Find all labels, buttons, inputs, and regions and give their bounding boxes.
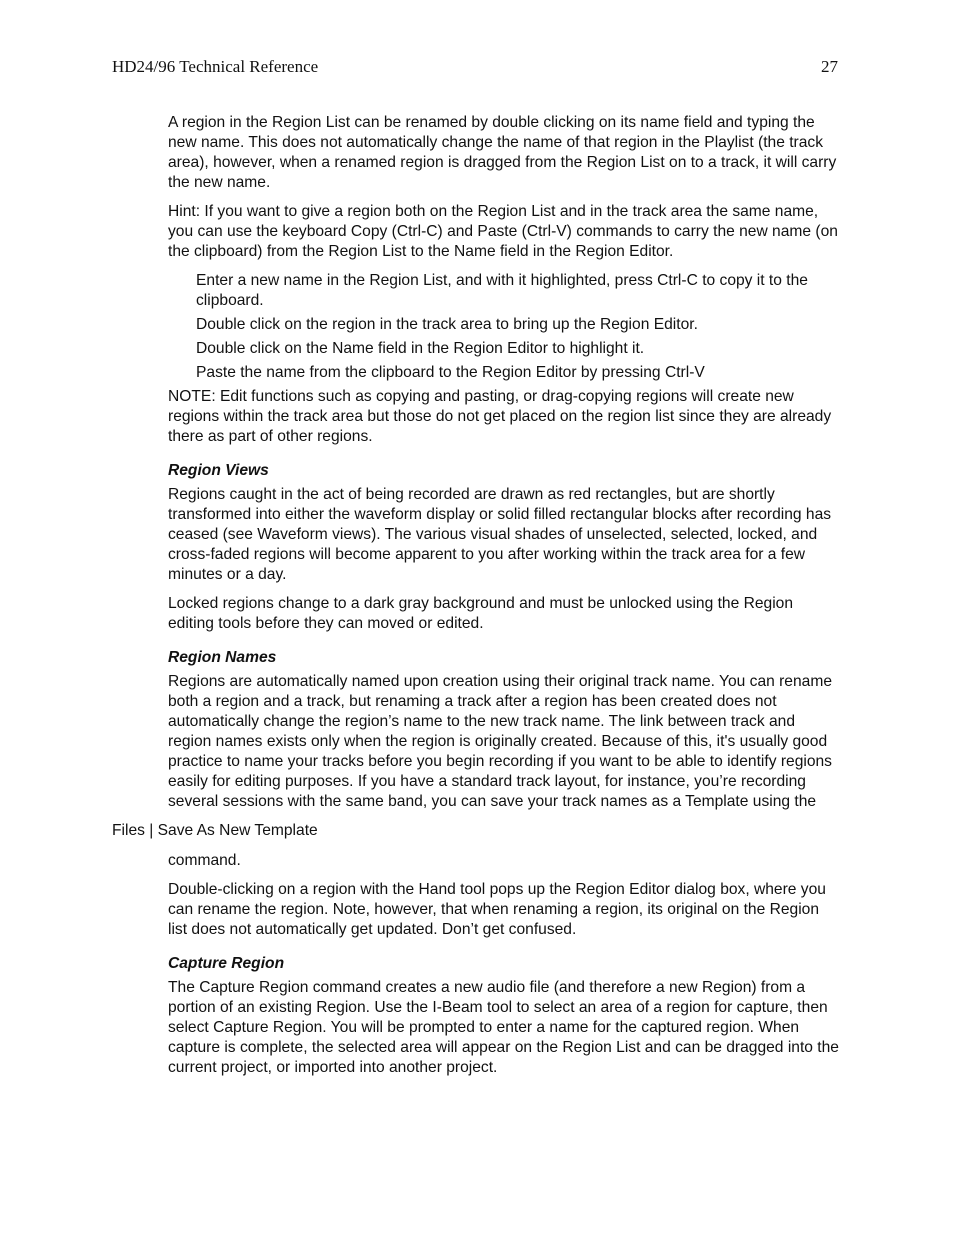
paragraph-rename-region: A region in the Region List can be renamed by double clicking on its name field and typing the new name. This does not automatically change the name of that region in the Playlist (the track area), however, when a renamed region is dragged from the Region List on to a track, it will carry the new name. <box>168 114 837 191</box>
heading-region-views: Region Views <box>168 462 269 479</box>
paragraph-capture-region: The Capture Region command creates a new audio file (and therefore a new Region) from a portion of an existing Region. Use the I-Beam tool to select an area of a region for capture, then select Capture Region. You will be prompted to enter a name for the captured region. When capture is complete, the selected area will appear on the Region List and can be dragged into the current project, or imported into another project. <box>168 979 839 1076</box>
paragraph-region-views-1: Regions caught in the act of being recorded are drawn as red rectangles, but are shortly transformed into either the waveform display or solid filled rectangular blocks after recording has ceased (see Waveform views). The various visual shades of unselected, selected, locked, and cross-faded regions will become apparent to you after working within the track area for a few minutes or a day. <box>168 486 832 583</box>
paragraph-region-names-1: Regions are automatically named upon creation using their original track name. You can rename both a region and a track, but renaming a track after a region has been created does not automatically change the region’s name to the new track name. The link between track and region names exists only when the region is originally created. Because of this, it's usually good practice to name your tracks before you begin recording if you want to be able to identify regions easily for editing purposes. If you have a standard track layout, for instance, you’re recording several sessions with the same band, you can save your track names as a Template using the <box>168 673 832 810</box>
page-number: 27 <box>821 57 838 76</box>
paragraph-region-views-2: Locked regions change to a dark gray background and must be unlocked using the Region editing tools before they can moved or edited. <box>168 595 794 632</box>
running-header-title: HD24/96 Technical Reference <box>112 57 319 76</box>
step-1: Enter a new name in the Region List, and with it highlighted, press Ctrl-C to copy it to the clipboard. <box>196 272 808 309</box>
menu-path: Files | Save As New Template <box>112 822 318 839</box>
step-2: Double click on the region in the track area to bring up the Region Editor. <box>196 316 698 333</box>
step-4: Paste the name from the clipboard to the Region Editor by pressing Ctrl-V <box>196 364 705 381</box>
paragraph-command: command. <box>168 852 241 869</box>
paragraph-note: NOTE: Edit functions such as copying and pasting, or drag-copying regions will create new regions within the track area but those do not get placed on the region list since they are already there as part of other regions. <box>168 388 832 445</box>
paragraph-region-names-2: Double-clicking on a region with the Hand tool pops up the Region Editor dialog box, where you can rename the region. Note, however, that when renaming a region, its original on the Region list does not automatically get updated. Don’t get confused. <box>168 881 826 938</box>
page-body <box>112 113 840 1087</box>
step-3: Double click on the Name field in the Region Editor to highlight it. <box>196 340 645 357</box>
heading-capture-region: Capture Region <box>168 955 285 972</box>
paragraph-hint: Hint: If you want to give a region both on the Region List and in the track area the same name, you can use the keyboard Copy (Ctrl-C) and Paste (Ctrl-V) commands to carry the new name (on the clipboard) from the Region List to the Name field in the Region Editor. <box>168 203 838 260</box>
heading-region-names: Region Names <box>168 649 277 666</box>
